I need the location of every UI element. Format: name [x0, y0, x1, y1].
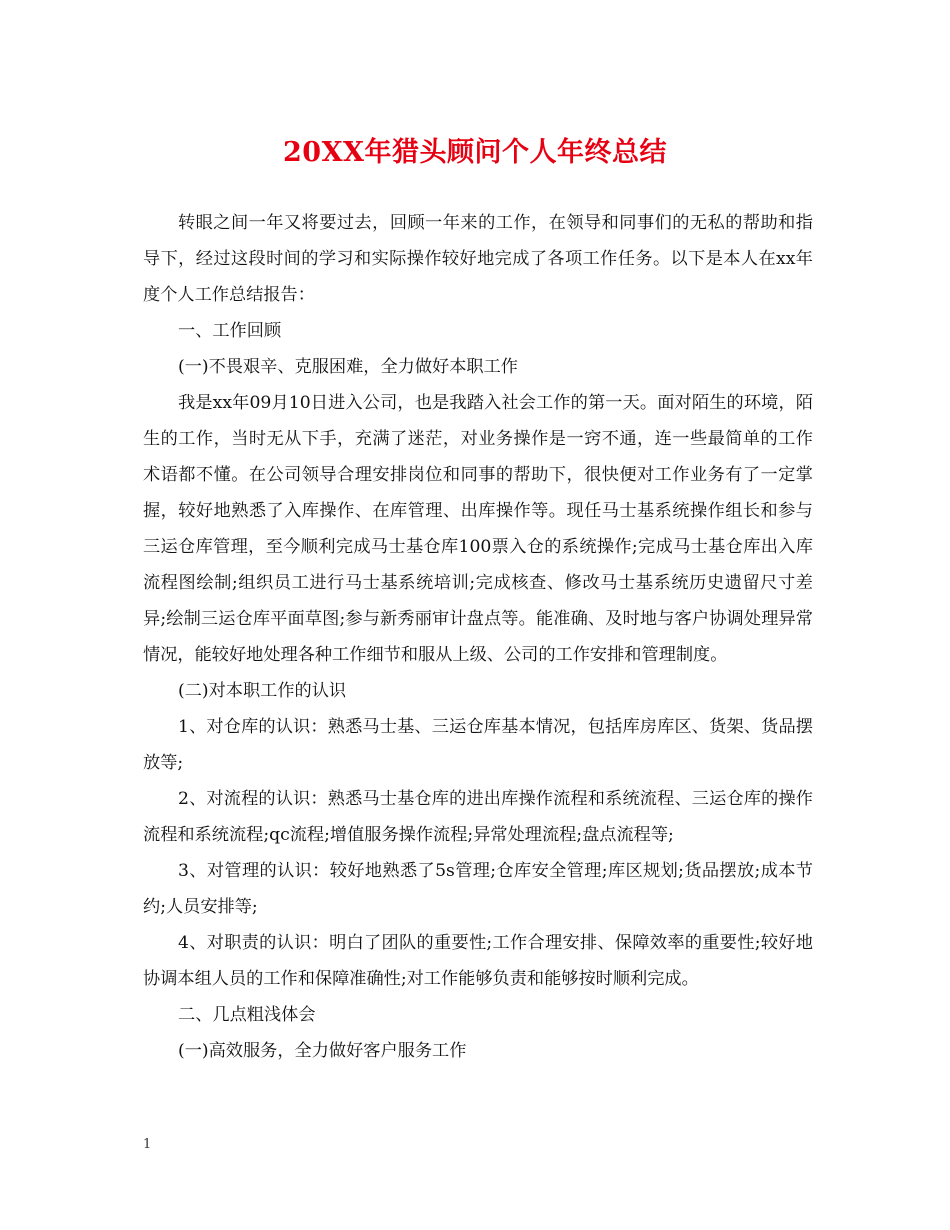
subsection-heading-1: (一)不畏艰辛、克服困难，全力做好本职工作 [178, 357, 518, 377]
subsection-heading-service: (一)高效服务，全力做好客户服务工作 [178, 1041, 467, 1061]
warehouse-understanding-item: 1、对仓库的认识：熟悉马士基、三运仓库基本情况，包括库房库区、货架、货品摆放等; [143, 717, 813, 773]
document-body [143, 205, 813, 1069]
work-experience-paragraph: 我是xx年09月10日进入公司，也是我踏入社会工作的第一天。面对陌生的环境，陌生的工作，当时无从下手，充满了迷茫，对业务操作是一窍不通，连一些最简单的工作术语都不懂。在公司领导合理安排岗位和同事的帮助下，很快便对工作业务有了一定掌握，较好地熟悉了入库操作、在库管理、出库操作等。现任马士基系统操作组长和参与三运仓库管理，至今顺利完成马士基仓库100票入仓的系统操作;完成马士基仓库出入库流程图绘制;组织员工进行马士基系统培训;完成核查、修改马士基系统历史遗留尺寸差异;绘制三运仓库平面草图;参与新秀丽审计盘点等。能准确、及时地与客户协调处理异常情况，能较好地处理各种工作细节和服从上级、公司的工作安排和管理制度。 [143, 393, 813, 665]
duty-understanding-item: 4、对职责的认识：明白了团队的重要性;工作合理安排、保障效率的重要性;较好地协调本组人员的工作和保障准确性;对工作能够负责和能够按时顺利完成。 [143, 933, 813, 989]
document-title: 20XX年猎头顾问个人年终总结 [283, 137, 667, 168]
section-heading-experience: 二、几点粗浅体会 [178, 1005, 316, 1025]
page-number: 1 [143, 1137, 152, 1152]
intro-paragraph: 转眼之间一年又将要过去，回顾一年来的工作，在领导和同事们的无私的帮助和指导下，经过这段时间的学习和实际操作较好地完成了各项工作任务。以下是本人在xx年度个人工作总结报告： [143, 213, 813, 305]
section-heading-work-review: 一、工作回顾 [178, 321, 282, 341]
management-understanding-item: 3、对管理的认识：较好地熟悉了5s管理;仓库安全管理;库区规划;货品摆放;成本节约;人员安排等; [143, 861, 813, 917]
process-understanding-item: 2、对流程的认识：熟悉马士基仓库的进出库操作流程和系统流程、三运仓库的操作流程和系统流程;qc流程;增值服务操作流程;异常处理流程;盘点流程等; [143, 789, 813, 845]
subsection-heading-2: (二)对本职工作的认识 [178, 681, 347, 701]
